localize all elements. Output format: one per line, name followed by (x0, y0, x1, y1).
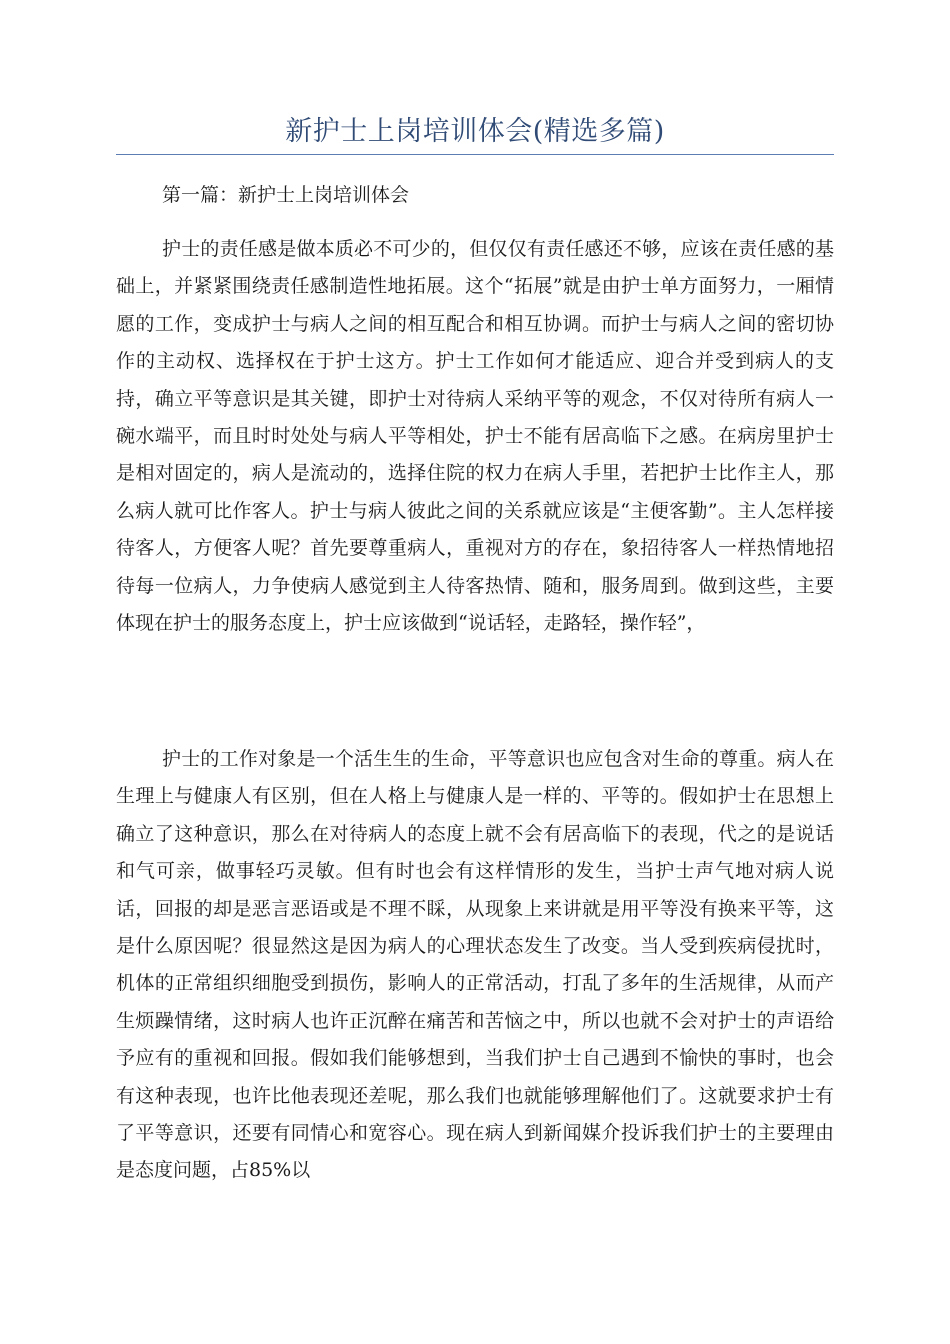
body-paragraph-2: 护士的工作对象是一个活生生的生命，平等意识也应包含对生命的尊重。病人在生理上与健康人有区别，但在人格上与健康人是一样的、平等的。假如护士在思想上确立了这种意识，那么在对待病人的态度上就不会有居高临下的表现，代之的是说话和气可亲，做事轻巧灵敏。但有时也会有这样情形的发生，当护士声气地对病人说话，回报的却是恶言恶语或是不理不睬，从现象上来讲就是用平等没有换来平等，这是什么原因呢？很显然这是因为病人的心理状态发生了改变。当人受到疾病侵扰时，机体的正常组织细胞受到损伤，影响人的正常活动，打乱了多年的生活规律，从而产生烦躁情绪，这时病人也许正沉醉在痛苦和苦恼之中，所以也就不会对护士的声语给予应有的重视和回报。假如我们能够想到，当我们护士自己遇到不愉快的事时，也会有这种表现，也许比他表现还差呢，那么我们也就能够理解他们了。这就要求护士有了平等意识，还要有同情心和宽容心。现在病人到新闻媒介投诉我们护士的主要理由是态度问题，占85%以 (116, 748, 834, 1182)
title-underline (116, 154, 834, 155)
section-heading: 第一篇：新护士上岗培训体会 (162, 184, 410, 206)
document-title: 新护士上岗培训体会(精选多篇) (285, 116, 665, 147)
body-paragraph-1: 护士的责任感是做本质必不可少的，但仅仅有责任感还不够，应该在责任感的基础上，并紧紧围绕责任感制造性地拓展。这个“拓展”就是由护士单方面努力，一厢情愿的工作，变成护士与病人之间的相互配合和相互协调。而护士与病人之间的密切协作的主动权、选择权在于护士这方。护士工作如何才能适应、迎合并受到病人的支持，确立平等意识是其关键，即护士对待病人采纳平等的观念，不仅对待所有病人一碗水端平，而且时时处处与病人平等相处，护士不能有居高临下之感。在病房里护士是相对固定的，病人是流动的，选择住院的权力在病人手里，若把护士比作主人，那么病人就可比作客人。护士与病人彼此之间的关系就应该是“主便客勤”。主人怎样接待客人，方便客人呢？首先要尊重病人，重视对方的存在，象招待客人一样热情地招待每一位病人，力争使病人感觉到主人待客热情、随和，服务周到。做到这些，主要体现在护士的服务态度上，护士应该做到“说话轻，走路轻，操作轻”， (116, 238, 834, 635)
